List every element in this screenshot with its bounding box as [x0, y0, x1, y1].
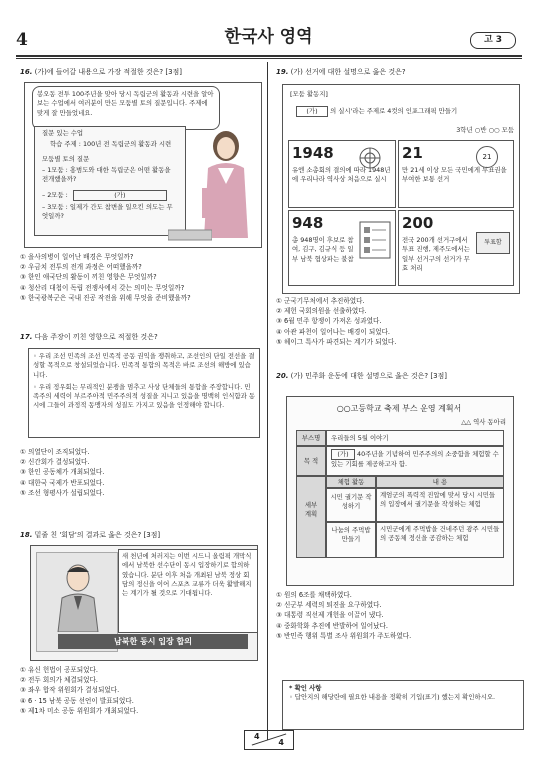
q18-speech: 새 천년에 처러지는 이번 시드니 올림픽 개막식에서 남북한 선수단이 동시 입장하기로 합의하였습니다. 분단 이후 처음 개최된 남북 정상 회담의 정신을 이어 스포츠 교류가 더욱 활발해지는 계기가 될 것으로 기대됩니다. — [118, 549, 258, 633]
q16-board-line2-label: – 2모둠 : — [42, 191, 68, 199]
q19-stem-text: (가) 선거에 대한 설명으로 옳은 것은? — [290, 68, 406, 76]
q16-number: 16. — [20, 68, 33, 76]
ballot-paper-icon — [358, 220, 392, 260]
q20-row1-label: 부스명 — [296, 430, 326, 446]
q16-board-line3: – 3모둠 : 일제가 간도 참변을 일으킨 의도는 무엇일까? — [42, 203, 173, 221]
q19-topic-text: 의 실시'라는 주제로 4컷의 인포그래픽 만들기 — [330, 107, 458, 115]
q16-board-topic: 학습 주제 : 100년 전 독립군의 활동과 시련 — [50, 140, 172, 148]
q19-number: 19. — [276, 68, 289, 76]
q20-row1-value: 우리들의 5월 이야기 — [326, 430, 504, 446]
teacher-illustration — [198, 128, 254, 240]
q18-stem — [20, 531, 260, 540]
q18-option[interactable]: ③ 좌우 합작 위원회가 결성되었다. — [20, 686, 120, 695]
q19-topic — [296, 106, 512, 117]
footer-total-pages: 4 — [278, 738, 284, 747]
header-rule-thin — [16, 58, 522, 59]
desk-illustration — [168, 226, 212, 244]
q20-activity-2: 나눔의 주먹밥 만들기 — [326, 522, 376, 558]
q16-speech-bubble: 봉오동 전투 100주년을 맞아 당시 독립군의 활동과 시련을 알아보는 수업에서 여러분이 만든 모둠별 토의 질문입니다. 주제에 맞게 잘 만들었네요. — [32, 86, 220, 130]
q17-stem-text: 다음 주장이 끼친 영향으로 적절한 것은? — [34, 333, 158, 341]
q20-option[interactable]: ② 신군부 세력의 퇴진을 요구하였다. — [276, 601, 382, 610]
notice-title: * 확인 사항 — [289, 684, 322, 692]
notice-text: ◦ 답안지의 해당란에 필요한 내용을 정확히 기입(표기) 했는지 확인하시오. — [289, 693, 496, 702]
q18-option[interactable]: ② 전두 회의가 체결되었다. — [20, 676, 98, 685]
grade-badge: 고 3 — [470, 32, 516, 49]
q16-board-line2 — [42, 190, 167, 201]
q16-stem — [20, 68, 260, 77]
q20-activity-1-desc: 계엄군의 폭력적 진압에 맞서 당시 시민들의 입장에서 궐기문을 작성하는 체험 — [376, 488, 504, 522]
q20-activity-1: 시민 궐기문 작성하기 — [326, 488, 376, 522]
q19-card-1-text: 유엔 소총회의 결의에 따라 1948년에 우리나라 역사상 처음으로 실시 — [292, 166, 391, 184]
page-number: 4 — [16, 30, 28, 50]
q17-number: 17. — [20, 333, 33, 341]
q19-option[interactable]: ③ 6월 민주 항쟁이 가져온 성과였다. — [276, 317, 382, 326]
q18-option[interactable]: ⑤ 제1차 미소 공동 위원회가 개최되었다. — [20, 706, 139, 715]
un-emblem-icon — [356, 146, 384, 170]
q17-paragraph-2: ◦ 우리 정우회는 무리적인 분쟁을 멈추고 사상 단체들의 통합을 주장합니다. 민족주의 세력이 부르주아적 민주주의적 성질을 지니고 있음을 명백히 인식함과 동시에 그들이 과정적 동맹자의 성질도 가지고 있음을 인정해야 합니다. — [33, 382, 256, 410]
q18-stem-text: 밑줄 친 '회담'의 결과로 옳은 것은? [3점] — [34, 531, 161, 539]
q20-blank-ga: (가) — [331, 449, 355, 460]
header-rule — [16, 55, 522, 57]
q17-paragraph-1: ◦ 우리 조선 민족의 조선 민족적 공동 권익을 쟁취하고, 조선인의 단일 전선을 결성할 목적으로 창설되었습니다. 민족적 통합의 목적은 바로 조선의 해방에 있습니다. — [33, 352, 255, 379]
q20-option[interactable]: ① 원의 6조를 채택하였다. — [276, 591, 352, 599]
q19-option[interactable]: ② 제헌 국회의원을 선출하였다. — [276, 307, 367, 316]
q20-stem — [276, 372, 516, 381]
q18-option[interactable]: ④ 6 · 15 남북 공동 선언이 발표되었다. — [20, 696, 134, 705]
q19-blank-ga: (가) — [296, 106, 328, 117]
news-anchor-illustration — [54, 562, 102, 632]
q19-byline: 3학년 ○반 ○○ 모둠 — [456, 126, 514, 134]
q16-options — [20, 252, 260, 303]
page-footer — [244, 730, 294, 750]
q19-options — [276, 296, 516, 347]
q16-blank-ga: (가) — [73, 190, 167, 201]
q20-row3-label: 세부계획 — [296, 476, 326, 558]
q18-number: 18. — [20, 531, 33, 539]
ballot-box-icon: 투표함 — [476, 232, 510, 254]
q20-option[interactable]: ⑤ 반민족 행위 특별 조사 위원회가 주도하였다. — [276, 631, 412, 640]
q18-options — [20, 665, 260, 716]
q19-card-2-number: 21 — [402, 144, 423, 162]
q16-option[interactable]: ② 우금치 전투의 전개 과정은 어떠했을까? — [20, 263, 142, 272]
q19-stem — [276, 68, 516, 77]
age-badge-icon: 21 — [476, 146, 498, 168]
q20-number: 20. — [276, 372, 289, 380]
q17-option[interactable]: ① 의열단이 조직되었다. — [20, 448, 90, 456]
q19-card-2-text: 만 21세 이상 모든 국민에게 투표권을 부여한 보통 선거 — [402, 166, 507, 184]
q16-board-sub: 모둠별 토의 질문 — [42, 155, 90, 163]
q18-caption: 남북한 동시 입장 합의 — [58, 634, 248, 649]
q16-option[interactable]: ⑤ 한국광복군은 국내 진공 작전을 위해 무엇을 준비했을까? — [20, 293, 191, 302]
q17-option[interactable]: ③ 한인 공동체가 개최되었다. — [20, 468, 105, 477]
q20-stem-text: (가) 민주화 운동에 대한 설명으로 옳은 것은? [3점] — [290, 372, 448, 380]
q19-card-3-text: 총 948명이 후보로 참여, 김구, 김규식 등 일부 남북 협상파는 불참 — [292, 236, 354, 263]
q17-option[interactable]: ② 신간회가 결성되었다. — [20, 458, 90, 467]
q19-option[interactable]: ④ 아관 파천이 일어나는 배경이 되었다. — [276, 327, 391, 336]
column-divider — [267, 62, 268, 740]
q17-option[interactable]: ⑤ 조선 형평사가 설립되었다. — [20, 488, 105, 497]
q20-option[interactable]: ③ 대통령 직선제 개헌을 이끌어 냈다. — [276, 611, 384, 620]
q18-option[interactable]: ① 유신 헌법이 공포되었다. — [20, 666, 98, 674]
q20-options — [276, 590, 516, 641]
q16-option[interactable]: ④ 청산리 대첩이 독립 전쟁사에서 갖는 의미는 무엇일까? — [20, 283, 185, 292]
q16-stem-text: (가)에 들어갈 내용으로 가장 적절한 것은? [3점] — [34, 68, 183, 76]
q16-board-line1: – 1모둠 : 홍범도와 대한 독립군은 어떤 활동을 전개했을까? — [42, 166, 171, 184]
q20-plan-title: ○○고등학교 축제 부스 운영 계획서 — [336, 404, 462, 413]
q16-board-title: 질문 있는 수업 — [42, 129, 84, 137]
q20-activity-2-desc: 시민군에게 주먹밥을 건네주던 광주 시민들의 공동체 정신을 공감하는 체험 — [376, 522, 504, 558]
q19-card-4-number: 200 — [402, 214, 434, 232]
q19-tag: [모둠 활동지] — [290, 90, 328, 98]
footer-current-page: 4 — [254, 732, 260, 741]
q19-card-1-number: 1948 — [292, 144, 334, 162]
q20-row2-text: 40주년을 기념하여 민주주의의 소중함을 체험할 수 있는 기회를 제공하고자 함. — [331, 450, 499, 469]
q17-stem — [20, 333, 260, 342]
q20-row2-value — [326, 446, 504, 476]
q20-row2-label: 목 적 — [296, 446, 326, 476]
q17-option[interactable]: ④ 대한국 국제가 반포되었다. — [20, 478, 105, 487]
q16-option[interactable]: ① 을사의병이 일어난 배경은 무엇일까? — [20, 253, 134, 261]
q16-option[interactable]: ③ 한인 애국단의 활동이 끼친 영향은 무엇일까? — [20, 273, 157, 282]
q19-option[interactable]: ① 군국기무처에서 추진하였다. — [276, 297, 365, 305]
q20-col-content: 내 용 — [376, 476, 504, 488]
q19-option[interactable]: ⑤ 헤이그 특사가 파견되는 계기가 되었다. — [276, 337, 397, 346]
q17-options — [20, 447, 260, 498]
q20-col-activity: 체험 활동 — [326, 476, 376, 488]
q20-club: △△ 역사 동아리 — [461, 418, 506, 426]
notice-box — [282, 680, 524, 730]
q19-card-3-number: 948 — [292, 214, 324, 232]
q20-option[interactable]: ④ 중화학화 추진에 반발하여 일어났다. — [276, 621, 388, 630]
q19-card-4-text: 전국 200개 선거구에서 투표 진행, 제주도에서는 일부 선거구의 선거가 무효 처리 — [402, 236, 470, 272]
page-title: 한국사 영역 — [224, 27, 313, 47]
q17-passage — [28, 348, 260, 438]
